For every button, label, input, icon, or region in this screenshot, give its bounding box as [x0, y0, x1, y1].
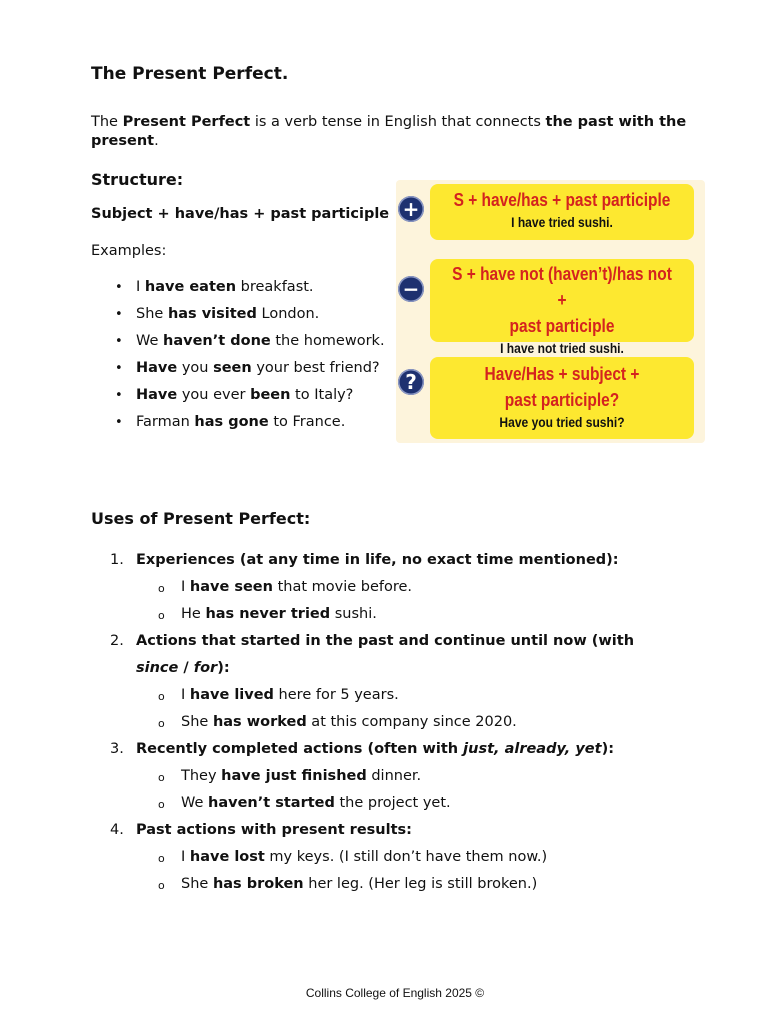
example-text: the homework.: [270, 333, 385, 349]
page-title: The Present Perfect.: [91, 64, 289, 84]
use-heading-text: /: [178, 660, 194, 676]
intro-paragraph: [91, 113, 691, 151]
use-example-verb: have just finished: [221, 768, 367, 784]
example-verb: haven’t done: [163, 333, 271, 349]
negative-rule-line2: past participle: [509, 316, 615, 336]
use-heading: [136, 628, 656, 682]
use-example-verb: has worked: [212, 714, 307, 730]
use-example-text: that movie before.: [272, 579, 413, 595]
use-heading-italic: since: [136, 660, 179, 676]
use-heading-italic: just, already, yet: [463, 741, 602, 757]
minus-icon: −: [398, 276, 424, 302]
example-text: you: [177, 360, 214, 376]
use-example-text: I: [181, 849, 190, 865]
use-example-text: I: [181, 687, 190, 703]
use-example-item: [181, 682, 656, 709]
affirmative-card: [430, 184, 694, 240]
example-text: your best friend?: [251, 360, 380, 376]
negative-card: [430, 259, 694, 356]
example-text: to France.: [268, 414, 346, 430]
intro-text: The: [91, 114, 123, 130]
use-example-text: sushi.: [330, 606, 377, 622]
structure-heading: Structure:: [91, 170, 184, 189]
use-examples: [136, 844, 656, 898]
example-text: London.: [256, 306, 320, 322]
example-verb: been: [250, 387, 291, 403]
use-heading-text: Past actions with present results:: [136, 822, 412, 838]
plus-icon: +: [398, 196, 424, 222]
use-item: [110, 628, 656, 736]
use-example-item: [181, 574, 656, 601]
use-item: [110, 547, 656, 628]
use-example-item: [181, 790, 656, 817]
example-text: breakfast.: [236, 279, 314, 295]
use-example-text: here for 5 years.: [273, 687, 399, 703]
use-example-item: [181, 709, 656, 736]
question-example: Have you tried sushi?: [499, 414, 625, 430]
use-example-text: She: [181, 876, 213, 892]
affirmative-example: I have tried sushi.: [511, 214, 613, 230]
use-heading-italic: for: [193, 660, 218, 676]
question-rule-line1: Have/Has + subject +: [484, 364, 640, 384]
example-text: She: [136, 306, 168, 322]
negative-example: I have not tried sushi.: [500, 340, 624, 356]
use-example-item: [181, 763, 656, 790]
uses-heading: Uses of Present Perfect:: [91, 509, 311, 528]
example-item: [136, 413, 385, 440]
example-text: you ever: [177, 387, 251, 403]
question-rule-line2: past participle?: [504, 390, 620, 410]
example-item: [136, 332, 385, 359]
intro-bold-phrase: the past with the present: [91, 114, 687, 149]
use-example-item: [181, 844, 656, 871]
use-heading-text: ):: [217, 660, 230, 676]
use-example-verb: have seen: [189, 579, 273, 595]
use-heading-text: Actions that started in the past and continue until now (with: [136, 633, 635, 649]
use-example-text: the project yet.: [334, 795, 451, 811]
example-item: [136, 386, 385, 413]
example-verb: seen: [213, 360, 252, 376]
example-verb: has gone: [194, 414, 269, 430]
negative-rule-line1: S + have not (haven’t)/has not +: [452, 264, 672, 310]
use-example-verb: have lived: [189, 687, 274, 703]
question-card: [430, 357, 694, 439]
use-example-text: I: [181, 579, 190, 595]
example-verb: Have: [136, 387, 178, 403]
use-example-item: [181, 601, 656, 628]
use-example-text: He: [181, 606, 206, 622]
affirmative-rule: S + have/has + past participle: [453, 190, 671, 210]
example-item: [136, 305, 385, 332]
use-heading-text: Recently completed actions (often with: [136, 741, 464, 757]
example-verb: Have: [136, 360, 178, 376]
footer: Collins College of English 2025 ©: [305, 986, 485, 1000]
use-number: 1.: [110, 552, 124, 568]
use-heading: [136, 817, 656, 844]
example-text: to Italy?: [290, 387, 354, 403]
use-example-verb: has broken: [212, 876, 304, 892]
use-example-verb: has never tried: [205, 606, 331, 622]
use-example-text: at this company since 2020.: [306, 714, 517, 730]
examples-list: [110, 278, 385, 440]
use-heading: [136, 547, 656, 574]
example-text: We: [136, 333, 164, 349]
use-heading-text: ):: [601, 741, 615, 757]
use-example-verb: haven’t started: [208, 795, 335, 811]
use-examples: [136, 574, 656, 628]
examples-label: Examples:: [91, 243, 167, 259]
use-heading-text: Experiences (at any time in life, no exact time mentioned):: [136, 552, 619, 568]
example-text: Farman: [136, 414, 195, 430]
structure-graphic: [396, 180, 705, 443]
use-example-verb: have lost: [189, 849, 265, 865]
use-examples: [136, 763, 656, 817]
use-example-text: She: [181, 714, 213, 730]
use-examples: [136, 682, 656, 736]
example-text: I: [136, 279, 145, 295]
intro-bold-term: Present Perfect: [122, 114, 251, 130]
example-item: [136, 359, 385, 386]
use-example-text: They: [181, 768, 222, 784]
use-item: [110, 817, 656, 898]
use-heading: [136, 736, 656, 763]
use-example-text: We: [181, 795, 209, 811]
uses-list: [110, 547, 656, 898]
question-icon: ?: [398, 369, 424, 395]
intro-text: is a verb tense in English that connects: [250, 114, 546, 130]
example-item: [136, 278, 385, 305]
example-verb: have eaten: [144, 279, 237, 295]
use-item: [110, 736, 656, 817]
use-example-text: dinner.: [366, 768, 422, 784]
use-example-text: her leg. (Her leg is still broken.): [303, 876, 538, 892]
structure-formula: Subject + have/has + past participle: [91, 206, 390, 222]
example-verb: has visited: [167, 306, 257, 322]
use-number: 2.: [110, 633, 124, 649]
use-example-text: my keys. (I still don’t have them now.): [264, 849, 548, 865]
intro-text: .: [154, 133, 159, 149]
use-example-item: [181, 871, 656, 898]
use-number: 4.: [110, 822, 124, 838]
use-number: 3.: [110, 741, 124, 757]
